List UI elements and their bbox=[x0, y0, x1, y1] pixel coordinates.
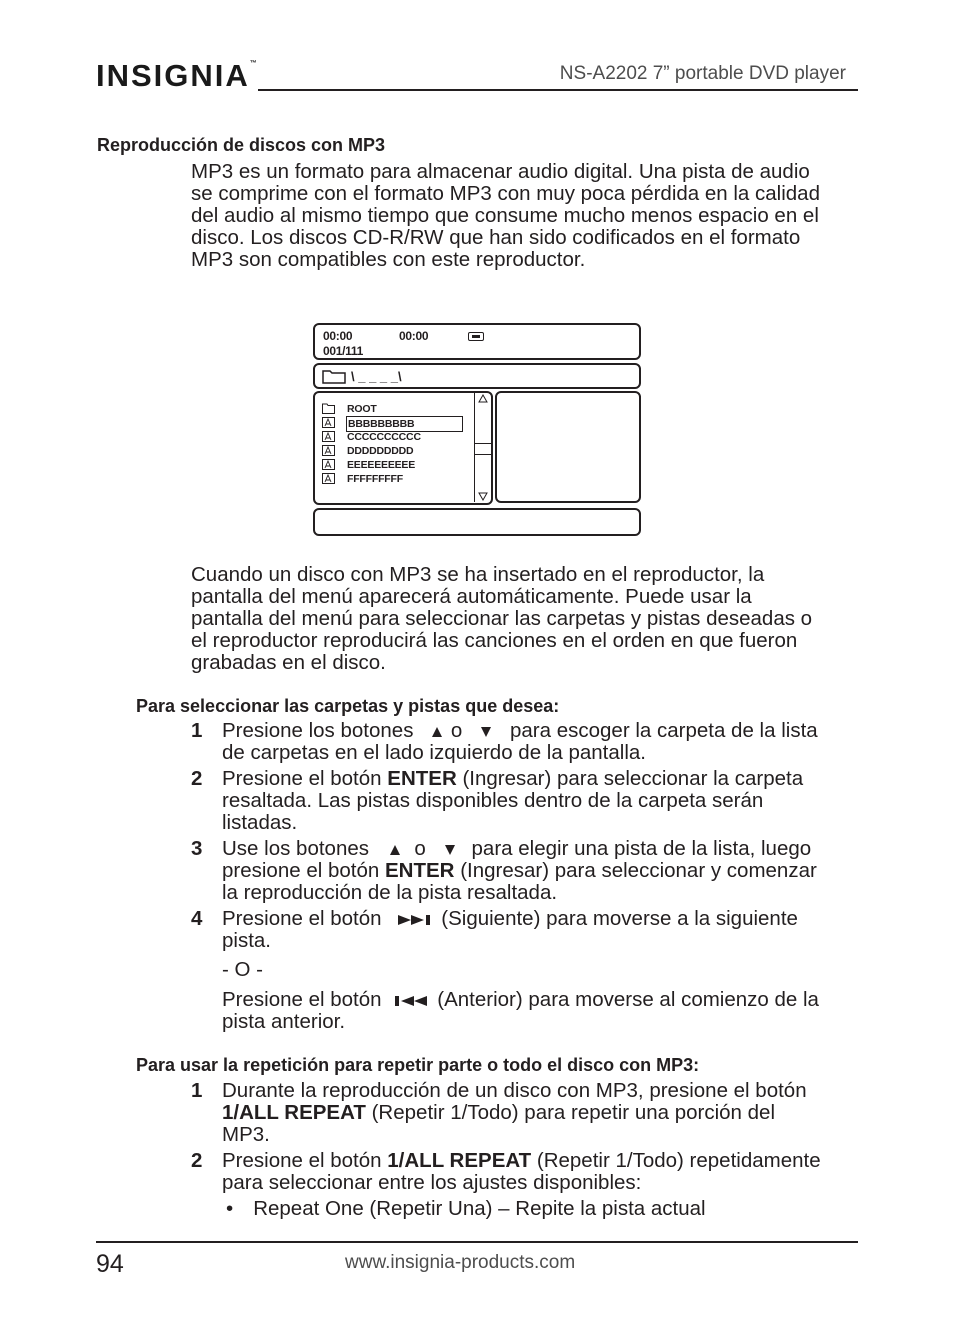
step-text: Presione el botón bbox=[222, 1149, 382, 1172]
step-number: 2 bbox=[191, 767, 203, 790]
folder-icon bbox=[322, 403, 335, 414]
status-bar bbox=[313, 323, 641, 360]
list-item-label: CCCCCCCCCC bbox=[347, 431, 421, 443]
elapsed-time: 00:00 bbox=[323, 329, 353, 343]
step-text: o bbox=[414, 837, 426, 860]
step-text: resaltada. Las pistas disponibles dentro de la carpeta serán bbox=[222, 789, 764, 812]
step-text: la reproducción de la pista resaltada. bbox=[222, 881, 558, 904]
current-path: \ _ _ _ _\ bbox=[351, 369, 402, 384]
next-track-icon bbox=[397, 913, 433, 927]
repeat-step-2 bbox=[191, 1150, 861, 1194]
step-text: para seleccionar entre los ajustes disponibles: bbox=[222, 1171, 642, 1194]
intro-line: del audio al mismo tiempo que consume mucho menos espacio en el bbox=[191, 204, 819, 227]
list-item-label: ROOT bbox=[347, 403, 377, 415]
step-text: (Repetir 1/Todo) repetidamente bbox=[536, 1149, 821, 1172]
intro-line: MP3 son compatibles con este reproductor. bbox=[191, 248, 586, 271]
step-number: 4 bbox=[191, 907, 203, 930]
list-item-label: DDDDDDDDD bbox=[347, 445, 414, 457]
up-arrow-icon bbox=[431, 726, 443, 738]
step-text: o bbox=[450, 719, 463, 742]
footer-url: www.insignia-products.com bbox=[345, 1252, 576, 1273]
enter-button-label: ENTER bbox=[387, 767, 457, 790]
scrollbar-thumb[interactable] bbox=[475, 443, 492, 455]
step-text: (Ingresar) para seleccionar la carpeta bbox=[462, 767, 804, 790]
header-rule bbox=[258, 89, 858, 91]
intro-line: disco. Los discos CD-R/RW que han sido codificados en el formato bbox=[191, 226, 801, 249]
enter-button-label: ENTER bbox=[385, 859, 455, 882]
step-text: Presione el botón bbox=[222, 988, 382, 1011]
menu-line: el reproductor reproducirá las canciones en el orden en que fueron bbox=[191, 629, 798, 652]
bullet-text: Repeat One (Repetir Una) – Repite la pista actual bbox=[253, 1197, 706, 1220]
intro-line: MP3 es un formato para almacenar audio digital. Una pista de audio bbox=[191, 160, 810, 183]
step-number: 1 bbox=[191, 1079, 203, 1102]
select-step-3 bbox=[191, 838, 861, 904]
repeat-button-label: 1/ALL REPEAT bbox=[222, 1101, 366, 1124]
bullet-dot: • bbox=[226, 1197, 234, 1220]
step-text: (Siguiente) para moverse a la siguiente bbox=[441, 907, 798, 930]
section-heading-mp3: Reproducción de discos con MP3 bbox=[97, 135, 386, 155]
list-item-label: FFFFFFFFF bbox=[347, 473, 403, 485]
step-text: Use los botones bbox=[222, 837, 370, 860]
step-text: Durante la reproducción de un disco con MP3, presione el botón bbox=[222, 1079, 807, 1102]
down-arrow-icon bbox=[480, 726, 492, 738]
music-file-icon bbox=[322, 473, 335, 484]
step-text: (Repetir 1/Todo) para repetir una porción del bbox=[371, 1101, 776, 1124]
step-text: Presione los botones bbox=[222, 719, 414, 742]
step-text: MP3. bbox=[222, 1123, 270, 1146]
folder-icon bbox=[322, 369, 346, 384]
step-text: (Anterior) para moverse al comienzo de la bbox=[437, 988, 819, 1011]
music-file-icon bbox=[322, 417, 335, 428]
step-text: Presione el botón bbox=[222, 767, 382, 790]
up-arrow-icon bbox=[389, 844, 401, 856]
select-step-2 bbox=[191, 768, 861, 834]
step-number: 2 bbox=[191, 1149, 203, 1172]
logo-text: INSIGNIA bbox=[96, 58, 250, 93]
scroll-down-arrow-icon[interactable] bbox=[478, 492, 488, 501]
step-text: listadas. bbox=[222, 811, 298, 834]
repeat-button-label: 1/ALL REPEAT bbox=[387, 1149, 532, 1172]
menu-line: pantalla del menú para seleccionar las carpetas y pistas deseadas o bbox=[191, 607, 813, 630]
music-file-icon bbox=[322, 459, 335, 470]
music-file-icon bbox=[322, 431, 335, 442]
list-item-label-selected: BBBBBBBBB bbox=[346, 416, 463, 432]
step-text: (Ingresar) para seleccionar y comenzar bbox=[460, 859, 817, 882]
section-heading-select: Para seleccionar las carpetas y pistas que desea: bbox=[136, 696, 560, 716]
path-bar bbox=[313, 363, 641, 389]
info-panel bbox=[495, 391, 641, 503]
step-text: pista anterior. bbox=[222, 1010, 346, 1033]
disc-indicator-icon bbox=[468, 332, 484, 341]
menu-line: Cuando un disco con MP3 se ha insertado en el reproductor, la bbox=[191, 563, 765, 586]
step-text: para elegir una pista de la lista, luego bbox=[471, 837, 812, 860]
step-text: presione el botón bbox=[222, 859, 380, 882]
previous-track-icon bbox=[393, 994, 429, 1008]
bullet-item bbox=[226, 1198, 706, 1220]
select-step-1 bbox=[191, 720, 861, 764]
repeat-step-1 bbox=[191, 1080, 861, 1146]
insignia-logo bbox=[96, 60, 257, 91]
file-list-panel bbox=[313, 391, 493, 505]
or-separator: - O - bbox=[222, 958, 263, 981]
footer-rule bbox=[96, 1241, 858, 1243]
select-step-4 bbox=[191, 908, 861, 1033]
mp3-menu-figure bbox=[313, 323, 643, 538]
step-number: 3 bbox=[191, 837, 203, 860]
list-item-label: EEEEEEEEEE bbox=[347, 459, 416, 471]
menu-line: grabadas en el disco. bbox=[191, 651, 386, 674]
logo-trademark: ™ bbox=[249, 60, 257, 67]
intro-line: se comprime con el formato MP3 con muy poca pérdida en la calidad bbox=[191, 182, 820, 205]
down-arrow-icon bbox=[444, 844, 456, 856]
track-counter: 001/111 bbox=[323, 344, 363, 358]
section-heading-repeat: Para usar la repetición para repetir parte o todo el disco con MP3: bbox=[136, 1055, 700, 1075]
intro-paragraph bbox=[191, 161, 871, 271]
step-number: 1 bbox=[191, 719, 203, 742]
page-number: 94 bbox=[96, 1250, 124, 1278]
music-file-icon bbox=[322, 445, 335, 456]
total-time: 00:00 bbox=[399, 329, 429, 343]
step-text: pista. bbox=[222, 929, 271, 952]
bottom-bar bbox=[313, 508, 641, 536]
step-text: de carpetas en el lado izquierdo de la pantalla. bbox=[222, 741, 646, 764]
step-text: Presione el botón bbox=[222, 907, 382, 930]
menu-line: pantalla del menú aparecerá automáticamente. Puede usar la bbox=[191, 585, 752, 608]
header-title: NS-A2202 7” portable DVD player bbox=[559, 63, 846, 84]
step-text: para escoger la carpeta de la lista bbox=[509, 719, 818, 742]
menu-paragraph bbox=[191, 564, 871, 674]
scroll-up-arrow-icon[interactable] bbox=[478, 394, 488, 403]
